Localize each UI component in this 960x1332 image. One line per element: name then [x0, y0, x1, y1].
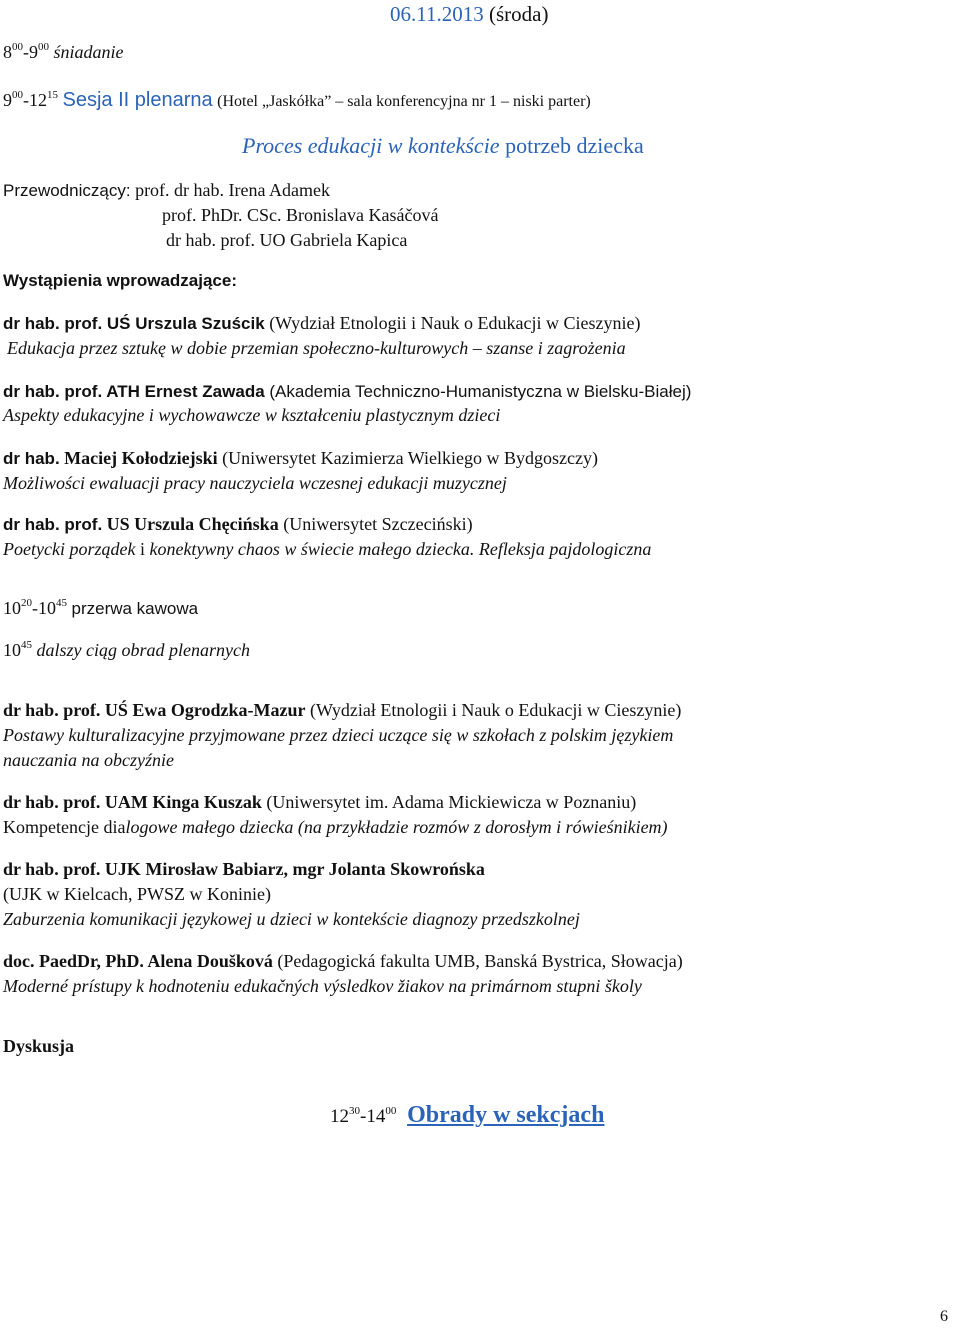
talk-topic: Postawy kulturalizacyjne przyjmowane przez dzieci uczące się w szkołach z polskim językiem	[3, 725, 674, 745]
topic-part: i	[135, 539, 150, 559]
time-separator: -	[32, 598, 38, 618]
session-topic	[242, 133, 644, 158]
continue-row	[3, 640, 250, 661]
session-title: Sesja II plenarna	[62, 89, 213, 111]
chair-name: prof. dr hab. Irena Adamek	[135, 180, 330, 200]
page-number: 6	[940, 1308, 948, 1325]
speaker-name: dr hab. prof. UŚ Ewa Ogrodzka-Mazur	[3, 700, 306, 720]
time-hour: 10	[3, 598, 21, 618]
speaker-name: doc. PaedDr, PhD. Alena Doušková	[3, 951, 273, 971]
topic-part: Proces edukacji w kontekście	[242, 133, 500, 158]
speaker-name: UŚ Urszula Szuścik	[102, 314, 265, 333]
break-row	[3, 598, 198, 619]
time-minute: 45	[21, 639, 32, 651]
time-separator: -	[23, 42, 29, 62]
speaker-affiliation: (Wydział Etnologii i Nauk o Edukacji w Cieszynie)	[305, 700, 682, 720]
topic-part: Kompetencje dia	[3, 817, 126, 837]
breakfast-label: śniadanie	[53, 42, 124, 62]
time-hour: 10	[3, 640, 21, 660]
time-hour: 14	[366, 1106, 386, 1127]
talk-topic: Moderné prístupy k hodnoteniu edukačných výsledkov žiakov na primárnom stupni školy	[3, 976, 642, 996]
time-hour: 12	[29, 90, 47, 110]
date-year: 2013	[441, 2, 484, 26]
weekday: (środa)	[488, 2, 549, 26]
speaker-name: dr hab. prof. UAM Kinga Kuszak	[3, 792, 262, 812]
time-minute: 00	[38, 41, 49, 53]
talk-header	[3, 792, 636, 813]
topic-part: Poetycki porządek	[3, 539, 136, 559]
speaker-affiliation: (Uniwersytet Kazimierza Wielkiego w Bydgoszczy)	[217, 448, 598, 468]
continue-label: dalszy ciąg obrad plenarnych	[36, 640, 250, 660]
time-minute: 00	[12, 89, 23, 101]
discussion-label: Dyskusja	[3, 1036, 75, 1056]
talk-topic	[3, 539, 651, 560]
time-hour: 9	[29, 42, 38, 62]
talk-header	[3, 381, 691, 402]
talk-header	[3, 448, 598, 469]
speaker-affiliation: (Wydział Etnologii i Nauk o Edukacji w Cieszynie)	[264, 313, 641, 333]
talk-header	[3, 313, 641, 334]
intro-label: Wystąpienia wprowadzające:	[3, 271, 237, 290]
speaker-name: Maciej Kołodziejski	[59, 448, 218, 468]
time-hour: 10	[38, 598, 56, 618]
topic-part: konektywny chaos w świecie małego dziecka. Refleksja pajdologiczna	[149, 539, 652, 559]
break-label: przerwa kawowa	[71, 599, 199, 618]
sections-title: Obrady w sekcjach	[407, 1102, 605, 1128]
time-separator: -	[23, 90, 29, 110]
chair-name: dr hab. prof. UO Gabriela Kapica	[166, 230, 408, 250]
speaker-title: dr hab. prof.	[3, 515, 103, 534]
speaker-title: dr hab.	[3, 449, 60, 468]
talk-header	[3, 514, 473, 535]
time-minute: 00	[385, 1105, 397, 1117]
sections-row	[330, 1102, 604, 1130]
talk-topic	[3, 817, 668, 838]
talk-header	[3, 951, 683, 972]
speaker-name: US Urszula Chęcińska	[102, 514, 279, 534]
time-minute: 00	[12, 41, 23, 53]
topic-part: potrzeb dziecka	[499, 133, 644, 158]
talk-topic: Zaburzenia komunikacji językowej u dzieci w kontekście diagnozy przedszkolnej	[3, 909, 580, 929]
time-minute: 45	[56, 597, 67, 609]
speaker-affiliation: (UJK w Kielcach, PWSZ w Koninie)	[3, 884, 271, 904]
chairs-label: Przewodniczący:	[3, 181, 131, 200]
speaker-name: dr hab. prof. UJK Mirosław Babiarz, mgr Jolanta Skowrońska	[3, 859, 485, 879]
time-minute: 20	[21, 597, 32, 609]
speaker-title: dr hab. prof.	[3, 382, 103, 401]
session-venue: (Hotel „Jaskółka” – sala konferencyjna nr 1 – niski parter)	[217, 93, 591, 110]
speaker-affiliation: (Akademia Techniczno-Humanistyczna w Bielsku-Białej)	[264, 382, 692, 401]
speaker-affiliation: (Pedagogická fakulta UMB, Banská Bystrica, Słowacja)	[272, 951, 683, 971]
talk-topic: Możliwości ewaluacji pracy nauczyciela wczesnej edukacji muzycznej	[3, 473, 507, 493]
session-row	[3, 89, 591, 112]
talk-topic: nauczania na obczyźnie	[3, 750, 174, 770]
talk-topic: Edukacja przez sztukę w dobie przemian społeczno-kulturowych – szanse i zagrożenia	[7, 338, 626, 358]
speaker-affiliation: (Uniwersytet Szczeciński)	[278, 514, 473, 534]
time-minute: 15	[47, 89, 58, 101]
time-hour: 12	[330, 1106, 349, 1127]
speaker-name: ATH Ernest Zawada	[102, 382, 265, 401]
talk-header	[3, 700, 681, 721]
speaker-affiliation: (Uniwersytet im. Adama Mickiewicza w Poznaniu)	[261, 792, 637, 812]
breakfast-row	[3, 42, 124, 63]
time-minute: 30	[349, 1105, 360, 1117]
time-hour: 9	[3, 90, 12, 110]
date-main: 06.11.	[390, 2, 442, 26]
talk-topic: Aspekty edukacyjne i wychowawcze w kształceniu plastycznym dzieci	[3, 405, 501, 425]
topic-part: logowe małego dziecka (na przykładzie rozmów z dorosłym i rówieśnikiem)	[125, 817, 668, 837]
chairs-row	[3, 180, 330, 201]
time-hour: 8	[3, 42, 12, 62]
time-separator: -	[360, 1106, 367, 1127]
date-heading	[390, 2, 548, 26]
chair-name: prof. PhDr. CSc. Bronislava Kasáčová	[162, 205, 439, 225]
speaker-title: dr hab. prof.	[3, 314, 103, 333]
